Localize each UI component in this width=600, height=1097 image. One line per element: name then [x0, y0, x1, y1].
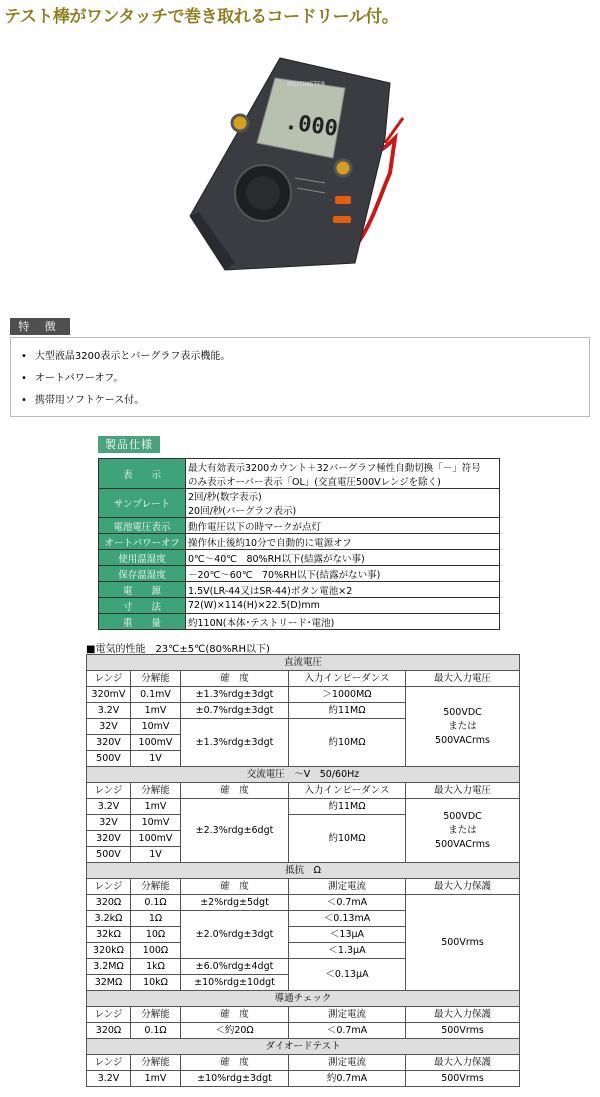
header-cell: 最大入力保護 [406, 1055, 520, 1071]
current-cell: ＜0.13mA [289, 911, 406, 927]
resolution-cell: 0.1mV [131, 687, 181, 703]
range-cell: 320kΩ [87, 943, 131, 959]
header-cell: レンジ [87, 671, 131, 687]
max-input-cell: 500VDC または 500VACrms [406, 799, 520, 863]
max-input-cell: 500VDC または 500VACrms [406, 687, 520, 767]
spec-table [98, 458, 500, 630]
current-cell: ＜0.7mA [289, 1023, 406, 1039]
header-cell: 最大入力電圧 [406, 783, 520, 799]
accuracy-cell: ±6.0%rdg±4dgt [181, 959, 289, 975]
accuracy-cell: ±0.7%rdg±3dgt [181, 703, 289, 719]
lcd-digits: .000 [283, 109, 340, 142]
spec-value: 1.5V(LR-44又はSR-44)ボタン電池×2 [186, 582, 500, 598]
impedance-cell: 約11MΩ [289, 703, 406, 719]
max-protect-cell: 500Vrms [406, 895, 520, 991]
range-cell: 320V [87, 735, 131, 751]
spec-key: 使用温湿度 [99, 550, 186, 566]
resolution-cell: 10kΩ [131, 975, 181, 991]
accuracy-cell: ±2.3%rdg±6dgt [181, 799, 289, 863]
spec-value: 約110N(本体･テストリード･電池) [186, 614, 500, 630]
max-protect-cell: 500Vrms [406, 1023, 520, 1039]
spec-key: 重 量 [99, 614, 186, 630]
range-cell: 32kΩ [87, 927, 131, 943]
range-cell: 3.2V [87, 1071, 131, 1087]
range-cell: 320Ω [87, 895, 131, 911]
spec-value: 0℃～40℃ 80%RH以下(結露がない事) [186, 550, 500, 566]
accuracy-cell: ±10%rdg±3dgt [181, 1071, 289, 1087]
resolution-cell: 100mV [131, 735, 181, 751]
spec-value: 72(W)×114(H)×22.5(D)mm [186, 598, 500, 614]
spec-key: 寸 法 [99, 598, 186, 614]
section-title: 抵抗 Ω [87, 863, 520, 879]
header-cell: 分解能 [131, 671, 181, 687]
header-cell: 分解能 [131, 1055, 181, 1071]
range-cell: 500V [87, 751, 131, 767]
page-headline: テスト棒がワンタッチで巻き取れるコードリール付。 [4, 7, 399, 27]
resolution-cell: 1mV [131, 1071, 181, 1087]
header-cell: レンジ [87, 879, 131, 895]
range-cell: 3.2MΩ [87, 959, 131, 975]
features-label: 特 徴 [10, 318, 70, 335]
header-cell: 確 度 [181, 1055, 289, 1071]
feature-item: • 携帯用ソフトケース付。 [21, 390, 589, 412]
spec-value: 操作休止後約10分で自動的に電源オフ [186, 534, 500, 550]
header-cell: 分解能 [131, 783, 181, 799]
resolution-cell: 1kΩ [131, 959, 181, 975]
range-cell: 3.2kΩ [87, 911, 131, 927]
impedance-cell: 約10MΩ [289, 719, 406, 767]
accuracy-cell: ±1.3%rdg±3dgt [181, 719, 289, 767]
header-cell: 最大入力保護 [406, 879, 520, 895]
spec-value: 最大有効表示3200カウント＋32バーグラフ極性自動切換「－」符号 のみ表示オーバー表示「OL」(交直電圧500Vレンジを除く) [186, 459, 500, 489]
spec-label: 製品仕様 [98, 436, 160, 453]
feature-item: • 大型液晶3200表示とバーグラフ表示機能。 [21, 346, 589, 368]
resolution-cell: 1V [131, 847, 181, 863]
spec-value: 2回/秒(数字表示) 20回/秒(バーグラフ表示) [186, 489, 500, 518]
spec-key: オートパワーオフ [99, 534, 186, 550]
feature-item: • オートパワーオフ。 [21, 368, 589, 390]
header-cell: 測定電流 [289, 1055, 406, 1071]
range-cell: 500V [87, 847, 131, 863]
header-cell: 最大入力電圧 [406, 671, 520, 687]
spec-key: 電池電圧表示 [99, 518, 186, 534]
header-cell: 確 度 [181, 783, 289, 799]
right-button [335, 160, 351, 176]
resolution-cell: 10Ω [131, 927, 181, 943]
accuracy-cell: ±10%rdg±10dgt [181, 975, 289, 991]
resolution-cell: 1V [131, 751, 181, 767]
impedance-cell: ＞1000MΩ [289, 687, 406, 703]
electrical-title: ■電気的性能 23℃±5℃(80%RH以下) [86, 644, 270, 655]
range-cell: 32V [87, 719, 131, 735]
header-cell: 確 度 [181, 879, 289, 895]
range-cell: 320Ω [87, 1023, 131, 1039]
multimeter-product-image [185, 48, 425, 273]
accuracy-cell: ±2.0%rdg±3dgt [181, 911, 289, 959]
range-cell: 32V [87, 815, 131, 831]
range-cell: 32MΩ [87, 975, 131, 991]
range-cell: 3.2V [87, 703, 131, 719]
impedance-cell: 約10MΩ [289, 815, 406, 863]
section-title: 導通チェック [87, 991, 520, 1007]
range-cell: 3.2V [87, 799, 131, 815]
accuracy-cell: ＜約20Ω [181, 1023, 289, 1039]
resolution-cell: 0.1Ω [131, 895, 181, 911]
header-cell: 確 度 [181, 671, 289, 687]
header-cell: 入力インピーダンス [289, 783, 406, 799]
resolution-cell: 10mV [131, 719, 181, 735]
spec-key: 電 源 [99, 582, 186, 598]
left-button [232, 115, 248, 131]
current-cell: ＜0.7mA [289, 895, 406, 911]
spec-key: 表 示 [99, 459, 186, 489]
spec-value: －20℃～60℃ 70%RH以下(結露がない事) [186, 566, 500, 582]
spec-value: 動作電圧以下の時マークが点灯 [186, 518, 500, 534]
svg-text:MULTIMETER: MULTIMETER [287, 81, 326, 88]
header-cell: 分解能 [131, 879, 181, 895]
header-cell: レンジ [87, 1007, 131, 1023]
resolution-cell: 1mV [131, 703, 181, 719]
resolution-cell: 100mV [131, 831, 181, 847]
header-cell: レンジ [87, 1055, 131, 1071]
resolution-cell: 1Ω [131, 911, 181, 927]
current-cell: ＜1.3μA [289, 943, 406, 959]
electrical-table [86, 654, 520, 1087]
features-box [10, 337, 590, 417]
accuracy-cell: ±2%rdg±5dgt [181, 895, 289, 911]
spec-key: 保存温湿度 [99, 566, 186, 582]
current-cell: 約0.7mA [289, 1071, 406, 1087]
max-protect-cell: 500Vrms [406, 1071, 520, 1087]
resolution-cell: 1mV [131, 799, 181, 815]
header-cell: レンジ [87, 783, 131, 799]
spec-key: サンプレート [99, 489, 186, 518]
resolution-cell: 0.1Ω [131, 1023, 181, 1039]
current-cell: ＜13μA [289, 927, 406, 943]
header-cell: 確 度 [181, 1007, 289, 1023]
impedance-cell: 約11MΩ [289, 799, 406, 815]
header-cell: 測定電流 [289, 879, 406, 895]
section-title: 直流電圧 [87, 655, 520, 671]
resolution-cell: 100Ω [131, 943, 181, 959]
resolution-cell: 10mV [131, 815, 181, 831]
section-title: ダイオードテスト [87, 1039, 520, 1055]
header-cell: 最大入力保護 [406, 1007, 520, 1023]
range-cell: 320mV [87, 687, 131, 703]
header-cell: 測定電流 [289, 1007, 406, 1023]
header-cell: 入力インピーダンス [289, 671, 406, 687]
current-cell: ＜0.13μA [289, 959, 406, 991]
header-cell: 分解能 [131, 1007, 181, 1023]
section-title: 交流電圧 ～V 50/60Hz [87, 767, 520, 783]
range-cell: 320V [87, 831, 131, 847]
accuracy-cell: ±1.3%rdg±3dgt [181, 687, 289, 703]
